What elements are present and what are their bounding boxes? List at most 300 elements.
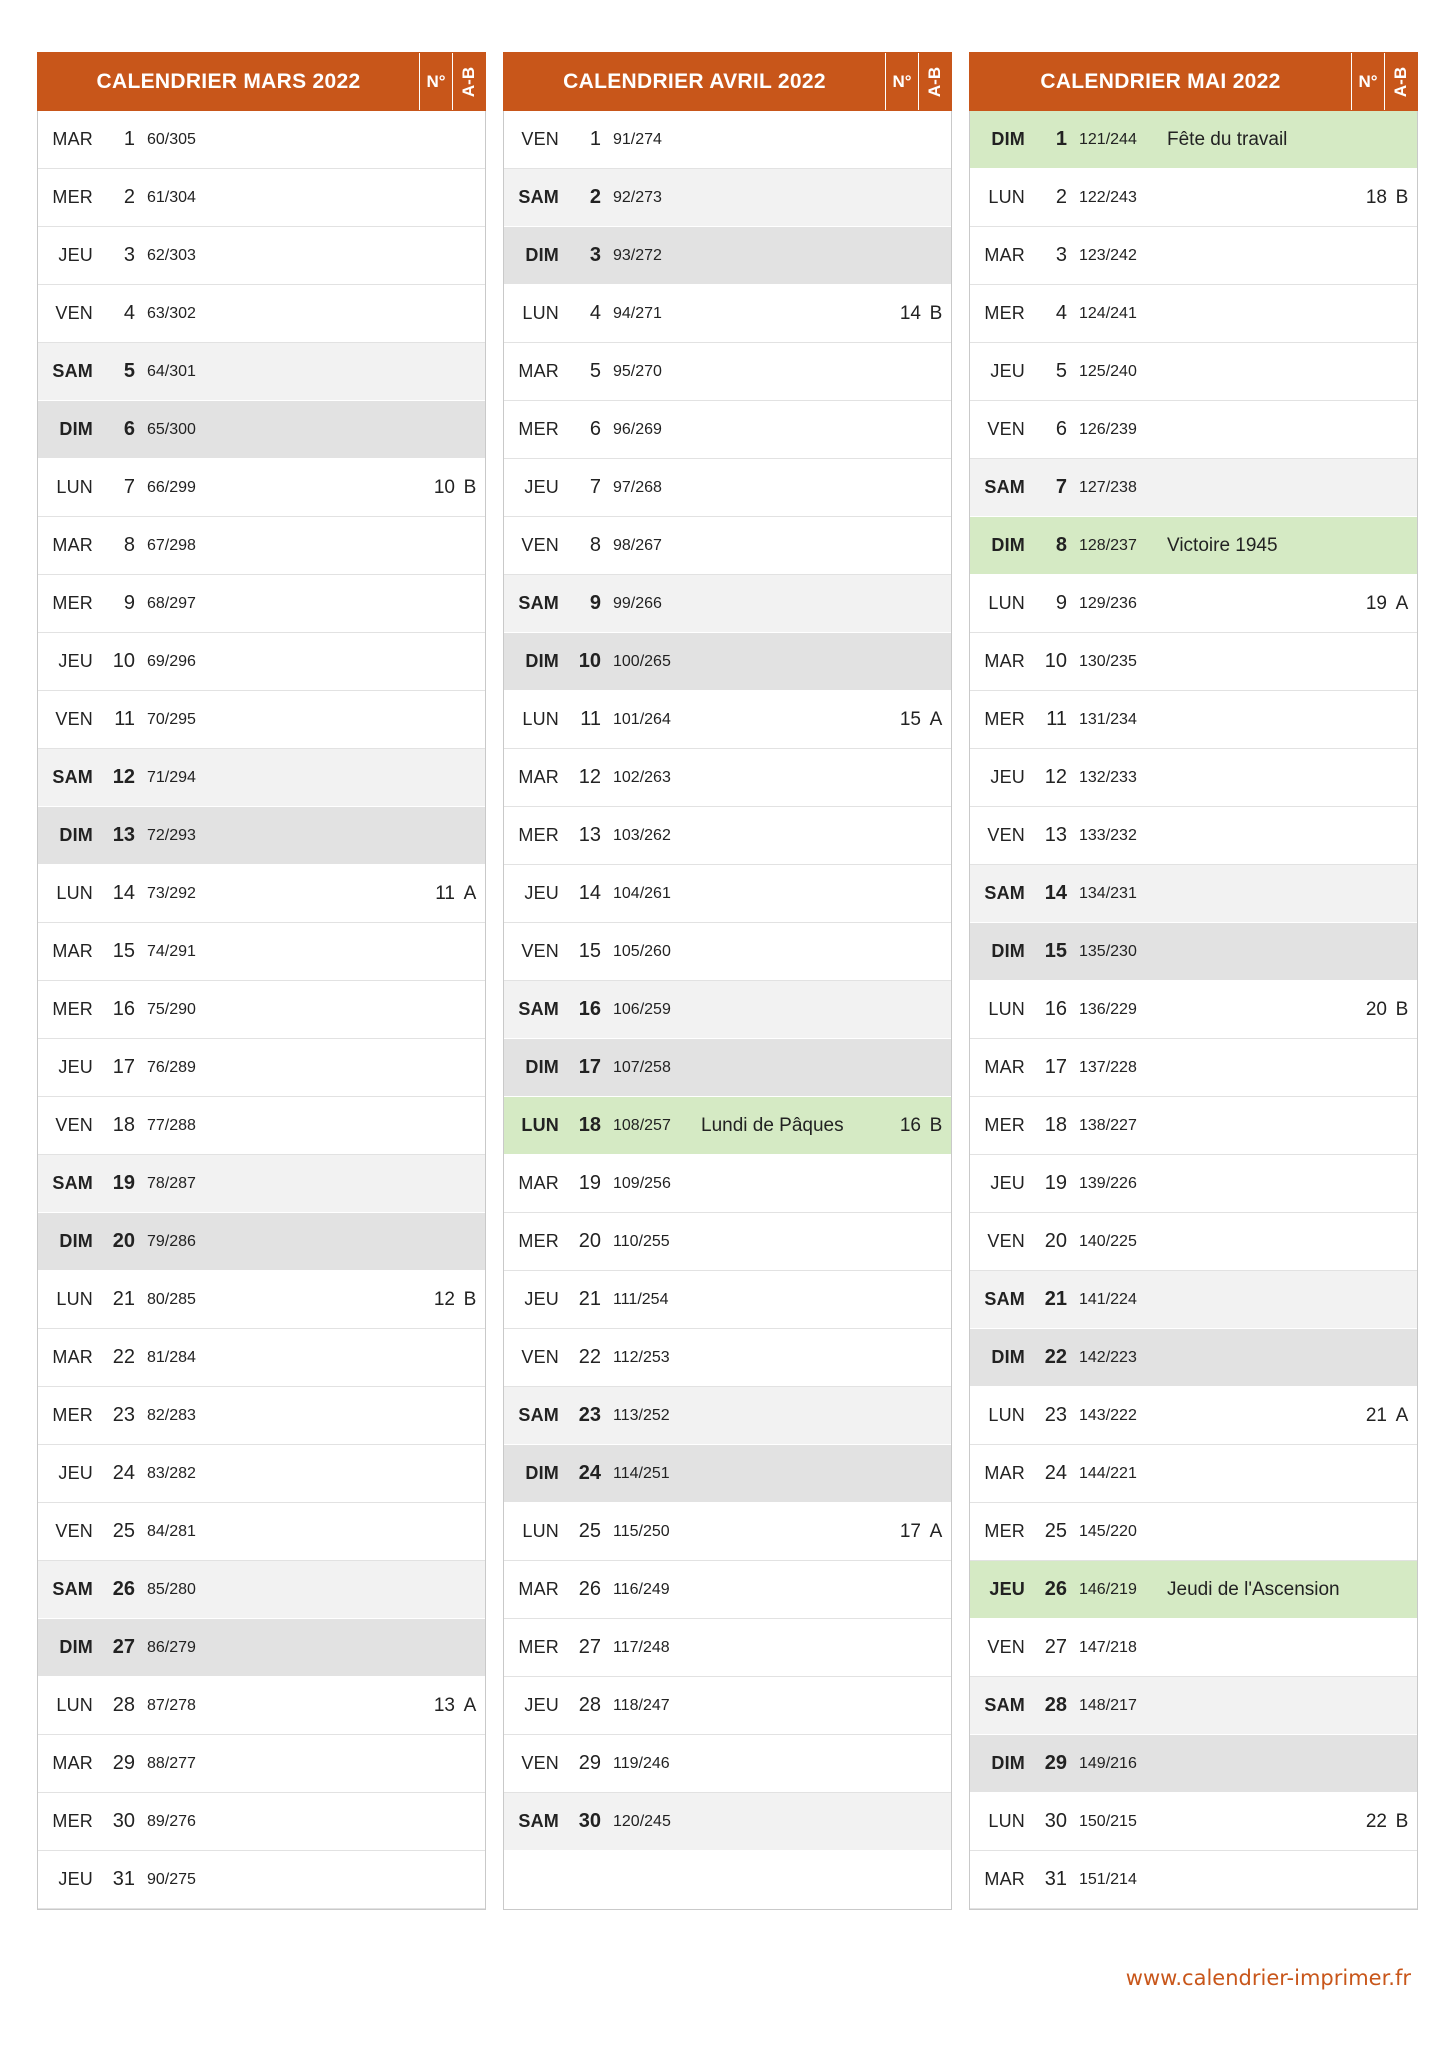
year-day: 125/240	[1079, 362, 1137, 380]
month-title: CALENDRIER MAI 2022	[1040, 69, 1281, 93]
day-row	[970, 343, 1417, 401]
day-number: 2	[1055, 186, 1067, 208]
year-day: 67/298	[147, 536, 196, 554]
day-number: 17	[578, 1056, 601, 1078]
year-day: 96/269	[613, 420, 662, 438]
year-day: 100/265	[613, 652, 671, 670]
day-name: DIM	[991, 535, 1025, 555]
day-number: 18	[112, 1114, 135, 1136]
week-number: 21	[1365, 1404, 1387, 1426]
day-name: JEU	[524, 1289, 559, 1309]
day-number: 26	[578, 1578, 601, 1600]
year-day: 108/257	[613, 1116, 671, 1134]
day-row	[38, 1793, 485, 1851]
day-name: MAR	[518, 767, 559, 787]
day-number: 16	[112, 998, 135, 1020]
day-number: 13	[1044, 824, 1067, 846]
day-name: VEN	[521, 941, 559, 961]
day-number: 16	[578, 998, 601, 1020]
year-day: 121/244	[1079, 130, 1137, 148]
day-row	[970, 865, 1417, 923]
day-number: 21	[1044, 1288, 1067, 1310]
day-number: 20	[1044, 1230, 1067, 1252]
day-row	[38, 807, 485, 865]
year-day: 138/227	[1079, 1116, 1137, 1134]
year-day: 149/216	[1079, 1754, 1137, 1772]
day-row	[504, 1445, 951, 1503]
day-row	[504, 981, 951, 1039]
day-list	[970, 111, 1417, 1909]
day-number: 28	[112, 1694, 135, 1716]
year-day: 142/223	[1079, 1348, 1137, 1366]
week-ab: B	[463, 1288, 477, 1310]
day-row	[38, 169, 485, 227]
year-day: 77/288	[147, 1116, 196, 1134]
day-number: 8	[1055, 534, 1067, 556]
day-name: SAM	[52, 361, 93, 381]
day-row	[970, 1329, 1417, 1387]
day-row	[504, 401, 951, 459]
week-number: 12	[433, 1288, 455, 1310]
year-day: 111/254	[613, 1290, 669, 1308]
year-day: 70/295	[147, 710, 196, 728]
day-row	[504, 227, 951, 285]
year-day: 141/224	[1079, 1290, 1137, 1308]
year-day: 132/233	[1079, 768, 1137, 786]
day-number: 11	[1046, 708, 1067, 730]
day-row	[38, 1735, 485, 1793]
year-day: 122/243	[1079, 188, 1137, 206]
week-number-header: N°	[885, 53, 918, 110]
day-number: 14	[112, 882, 135, 904]
day-number: 27	[112, 1636, 135, 1658]
day-name: VEN	[521, 1347, 559, 1367]
day-number: 7	[1055, 476, 1067, 498]
week-ab: B	[929, 302, 943, 324]
day-name: DIM	[525, 651, 559, 671]
day-number: 29	[1044, 1752, 1067, 1774]
day-row	[970, 575, 1417, 633]
day-number: 22	[112, 1346, 135, 1368]
day-number: 15	[112, 940, 135, 962]
year-day: 94/271	[613, 304, 662, 322]
day-number: 10	[578, 650, 601, 672]
day-row	[504, 1387, 951, 1445]
day-name: JEU	[524, 477, 559, 497]
year-day: 107/258	[613, 1058, 671, 1076]
day-number: 31	[112, 1868, 135, 1890]
year-day: 146/219	[1079, 1580, 1137, 1598]
year-day: 124/241	[1079, 304, 1137, 322]
day-row	[504, 865, 951, 923]
day-number: 15	[1044, 940, 1067, 962]
day-number: 25	[1044, 1520, 1067, 1542]
day-number: 4	[123, 302, 135, 324]
day-row	[970, 517, 1417, 575]
year-day: 84/281	[147, 1522, 196, 1540]
day-number: 2	[123, 186, 135, 208]
day-name: LUN	[988, 593, 1025, 613]
day-name: DIM	[991, 1753, 1025, 1773]
week-ab: B	[1395, 1810, 1409, 1832]
day-number: 31	[1044, 1868, 1067, 1890]
day-name: DIM	[59, 1231, 93, 1251]
day-name: VEN	[521, 1753, 559, 1773]
day-number: 10	[1044, 650, 1067, 672]
day-row	[38, 1503, 485, 1561]
month-may	[969, 52, 1418, 1910]
day-row	[38, 633, 485, 691]
week-ab: A	[1395, 1404, 1409, 1426]
year-day: 147/218	[1079, 1638, 1137, 1656]
day-number: 19	[578, 1172, 601, 1194]
day-name: LUN	[56, 883, 93, 903]
day-row	[504, 807, 951, 865]
day-number: 11	[580, 708, 601, 730]
day-name: VEN	[55, 303, 93, 323]
day-number: 1	[123, 128, 135, 150]
day-number: 13	[578, 824, 601, 846]
day-row	[970, 807, 1417, 865]
day-name: JEU	[58, 1869, 93, 1889]
year-day: 64/301	[147, 362, 196, 380]
day-number: 29	[112, 1752, 135, 1774]
week-number: 13	[433, 1694, 455, 1716]
year-day: 95/270	[613, 362, 662, 380]
day-row	[970, 691, 1417, 749]
day-row	[970, 1155, 1417, 1213]
year-day: 136/229	[1079, 1000, 1137, 1018]
year-day: 109/256	[613, 1174, 671, 1192]
year-day: 144/221	[1079, 1464, 1137, 1482]
day-number: 7	[123, 476, 135, 498]
day-name: SAM	[518, 187, 559, 207]
year-day: 76/289	[147, 1058, 196, 1076]
week-number: 20	[1365, 998, 1387, 1020]
year-day: 129/236	[1079, 594, 1137, 612]
day-number: 21	[578, 1288, 601, 1310]
day-number: 27	[578, 1636, 601, 1658]
day-number: 13	[112, 824, 135, 846]
year-day: 135/230	[1079, 942, 1137, 960]
year-day: 91/274	[613, 130, 662, 148]
day-number: 23	[112, 1404, 135, 1426]
year-day: 75/290	[147, 1000, 196, 1018]
day-number: 8	[589, 534, 601, 556]
day-name: MAR	[52, 129, 93, 149]
week-ab-label: A-B	[925, 66, 944, 97]
day-number: 8	[123, 534, 135, 556]
day-name: SAM	[52, 1579, 93, 1599]
day-number: 6	[123, 418, 135, 440]
event-label: Jeudi de l'Ascension	[1167, 1578, 1340, 1600]
year-day: 85/280	[147, 1580, 196, 1598]
day-row	[504, 1793, 951, 1851]
day-row	[970, 401, 1417, 459]
week-ab: A	[463, 1694, 477, 1716]
week-ab-header	[1384, 53, 1417, 110]
day-row	[970, 169, 1417, 227]
day-row	[970, 923, 1417, 981]
website-link[interactable]: www.calendrier-imprimer.fr	[1125, 1966, 1411, 1990]
day-name: JEU	[58, 1057, 93, 1077]
day-row	[504, 285, 951, 343]
year-day: 83/282	[147, 1464, 196, 1482]
day-number: 15	[578, 940, 601, 962]
week-ab: A	[929, 1520, 943, 1542]
day-row	[38, 517, 485, 575]
day-row	[970, 1735, 1417, 1793]
day-number: 12	[1044, 766, 1067, 788]
day-row	[504, 1097, 951, 1155]
day-row	[38, 1677, 485, 1735]
year-day: 126/239	[1079, 420, 1137, 438]
day-name: MAR	[984, 1869, 1025, 1889]
day-name: SAM	[984, 1289, 1025, 1309]
day-name: MAR	[984, 245, 1025, 265]
week-ab: A	[1395, 592, 1409, 614]
day-number: 24	[112, 1462, 135, 1484]
year-day: 133/232	[1079, 826, 1137, 844]
year-day: 118/247	[613, 1696, 670, 1714]
event-label: Fête du travail	[1167, 128, 1288, 150]
day-number: 9	[589, 592, 601, 614]
day-name: LUN	[988, 1405, 1025, 1425]
day-row	[38, 1097, 485, 1155]
year-day: 92/273	[613, 188, 662, 206]
year-day: 102/263	[613, 768, 671, 786]
day-row	[38, 575, 485, 633]
year-day: 80/285	[147, 1290, 196, 1308]
day-row	[504, 691, 951, 749]
day-number: 3	[123, 244, 135, 266]
day-name: JEU	[524, 883, 559, 903]
day-row	[970, 459, 1417, 517]
day-name: MAR	[52, 941, 93, 961]
event-label: Lundi de Pâques	[701, 1114, 844, 1136]
day-name: VEN	[987, 825, 1025, 845]
week-number: 17	[899, 1520, 921, 1542]
day-row	[504, 1677, 951, 1735]
year-day: 82/283	[147, 1406, 196, 1424]
day-name: MER	[52, 1405, 93, 1425]
day-name: MAR	[984, 651, 1025, 671]
day-row	[38, 1619, 485, 1677]
day-row	[504, 749, 951, 807]
day-name: SAM	[52, 1173, 93, 1193]
day-name: MER	[52, 999, 93, 1019]
year-day: 116/249	[613, 1580, 670, 1598]
week-ab: B	[1395, 998, 1409, 1020]
day-number: 12	[112, 766, 135, 788]
year-day: 88/277	[147, 1754, 196, 1772]
day-number: 14	[1044, 882, 1067, 904]
year-day: 114/251	[613, 1464, 670, 1482]
day-row	[38, 401, 485, 459]
year-day: 73/292	[147, 884, 196, 902]
day-row	[38, 1329, 485, 1387]
year-day: 86/279	[147, 1638, 196, 1656]
day-row	[970, 1387, 1417, 1445]
day-name: JEU	[990, 767, 1025, 787]
day-number: 5	[1055, 360, 1067, 382]
day-number: 28	[1044, 1694, 1067, 1716]
week-ab-header	[452, 53, 485, 110]
day-row	[970, 227, 1417, 285]
day-row	[38, 1039, 485, 1097]
event-label: Victoire 1945	[1167, 534, 1278, 556]
day-row	[504, 459, 951, 517]
day-name: MAR	[518, 1173, 559, 1193]
year-day: 72/293	[147, 826, 196, 844]
year-day: 113/252	[613, 1406, 670, 1424]
day-number: 24	[578, 1462, 601, 1484]
day-number: 22	[1044, 1346, 1067, 1368]
day-name: MER	[984, 303, 1025, 323]
day-list	[38, 111, 485, 1909]
day-row	[504, 1271, 951, 1329]
day-name: MER	[518, 419, 559, 439]
week-number: 15	[899, 708, 921, 730]
day-name: LUN	[521, 1115, 559, 1135]
day-name: MER	[52, 593, 93, 613]
year-day: 90/275	[147, 1870, 196, 1888]
year-day: 110/255	[613, 1232, 670, 1250]
year-day: 103/262	[613, 826, 671, 844]
day-number: 28	[578, 1694, 601, 1716]
day-name: VEN	[987, 1231, 1025, 1251]
day-name: LUN	[522, 1521, 559, 1541]
day-name: MAR	[518, 361, 559, 381]
year-day: 60/305	[147, 130, 196, 148]
day-row	[970, 1213, 1417, 1271]
day-number: 26	[112, 1578, 135, 1600]
year-day: 151/214	[1079, 1870, 1137, 1888]
day-number: 9	[123, 592, 135, 614]
day-name: LUN	[522, 709, 559, 729]
day-number: 26	[1044, 1578, 1067, 1600]
year-day: 148/217	[1079, 1696, 1137, 1714]
year-day: 145/220	[1079, 1522, 1137, 1540]
day-row	[970, 1503, 1417, 1561]
week-ab: A	[929, 708, 943, 730]
day-number: 3	[1055, 244, 1067, 266]
day-row	[504, 1329, 951, 1387]
year-day: 65/300	[147, 420, 196, 438]
year-day: 62/303	[147, 246, 196, 264]
day-row	[970, 285, 1417, 343]
week-ab: A	[463, 882, 477, 904]
year-day: 61/304	[147, 188, 196, 206]
day-row	[38, 749, 485, 807]
year-day: 99/266	[613, 594, 662, 612]
year-day: 81/284	[147, 1348, 196, 1366]
day-name: MAR	[984, 1463, 1025, 1483]
day-row	[38, 227, 485, 285]
day-row	[38, 1561, 485, 1619]
year-day: 97/268	[613, 478, 662, 496]
day-row	[504, 1735, 951, 1793]
day-number: 16	[1044, 998, 1067, 1020]
day-name: MAR	[984, 1057, 1025, 1077]
day-row	[38, 1271, 485, 1329]
year-day: 105/260	[613, 942, 671, 960]
year-day: 134/231	[1079, 884, 1137, 902]
day-number: 25	[578, 1520, 601, 1542]
year-day: 63/302	[147, 304, 196, 322]
day-name: MER	[52, 1811, 93, 1831]
day-number: 1	[589, 128, 601, 150]
day-row	[504, 633, 951, 691]
day-name: LUN	[522, 303, 559, 323]
day-name: DIM	[991, 129, 1025, 149]
year-day: 69/296	[147, 652, 196, 670]
day-name: JEU	[58, 1463, 93, 1483]
day-name: MAR	[52, 1347, 93, 1367]
day-number: 4	[589, 302, 601, 324]
year-day: 104/261	[613, 884, 671, 902]
day-list	[504, 111, 951, 1909]
day-row	[504, 343, 951, 401]
day-row	[970, 1039, 1417, 1097]
year-day: 89/276	[147, 1812, 196, 1830]
day-number: 25	[112, 1520, 135, 1542]
month-march	[37, 52, 486, 1910]
day-row	[970, 749, 1417, 807]
day-row	[38, 1445, 485, 1503]
day-number: 2	[589, 186, 601, 208]
day-name: DIM	[59, 825, 93, 845]
day-name: MER	[52, 187, 93, 207]
day-row	[970, 1271, 1417, 1329]
year-day: 127/238	[1079, 478, 1137, 496]
day-row	[970, 1793, 1417, 1851]
day-number: 27	[1044, 1636, 1067, 1658]
year-day: 119/246	[613, 1754, 670, 1772]
day-row	[970, 1619, 1417, 1677]
day-number: 4	[1055, 302, 1067, 324]
day-row	[38, 691, 485, 749]
year-day: 150/215	[1079, 1812, 1137, 1830]
day-name: SAM	[984, 1695, 1025, 1715]
day-name: MAR	[518, 1579, 559, 1599]
week-number: 10	[433, 476, 455, 498]
day-name: MER	[984, 1115, 1025, 1135]
day-number: 14	[578, 882, 601, 904]
year-day: 87/278	[147, 1696, 196, 1714]
day-number: 10	[112, 650, 135, 672]
day-number: 30	[578, 1810, 601, 1832]
day-name: VEN	[521, 129, 559, 149]
day-row	[504, 1561, 951, 1619]
year-day: 78/287	[147, 1174, 196, 1192]
year-day: 131/234	[1079, 710, 1137, 728]
day-row	[38, 1387, 485, 1445]
day-name: DIM	[525, 245, 559, 265]
year-day: 143/222	[1079, 1406, 1137, 1424]
year-day: 117/248	[613, 1638, 670, 1656]
day-number: 19	[112, 1172, 135, 1194]
day-number: 12	[578, 766, 601, 788]
day-name: MER	[518, 1231, 559, 1251]
day-number: 9	[1055, 592, 1067, 614]
day-name: JEU	[990, 361, 1025, 381]
day-number: 20	[578, 1230, 601, 1252]
day-number: 29	[578, 1752, 601, 1774]
week-ab-label: A-B	[459, 66, 478, 97]
day-number: 19	[1044, 1172, 1067, 1194]
day-name: DIM	[525, 1057, 559, 1077]
